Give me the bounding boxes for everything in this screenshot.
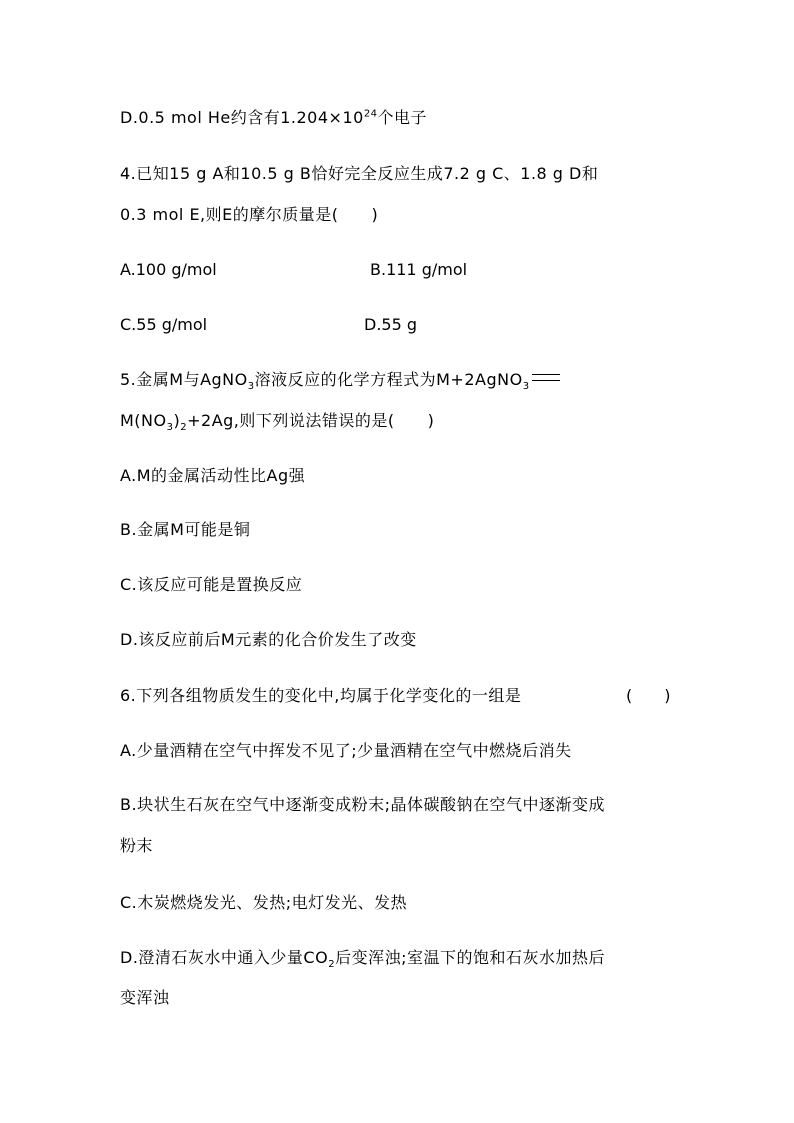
q3-option-d-prefix: D.0.5 mol He xyxy=(120,108,231,127)
q5-stem-line2 xyxy=(120,411,435,434)
q5-stem-text-d: ) xyxy=(173,411,181,430)
q5-subscript-3: 3 xyxy=(166,422,174,434)
q6-option-b-line1: B.块状生石灰在空气中逐渐变成粉末;晶体碳酸钠在空气中逐渐变成 xyxy=(120,795,605,814)
q4-stem-line2: 0.3 mol E,则E的摩尔质量是( ) xyxy=(120,205,379,224)
q4-option-d: D.55 g xyxy=(364,315,418,334)
q5-option-a: A.M的金属活动性比Ag强 xyxy=(120,466,306,485)
q5-subscript-4: 2 xyxy=(180,422,188,434)
q5-option-b: B.金属M可能是铜 xyxy=(120,520,251,539)
q5-stem-line1 xyxy=(120,370,560,393)
q5-option-d: D.该反应前后M元素的化合价发生了改变 xyxy=(120,630,417,649)
q6-option-d-text-a: D.澄清石灰水中通入少量CO xyxy=(120,948,329,967)
q5-subscript-1: 3 xyxy=(247,381,255,393)
q6-option-c: C.木炭燃烧发光、发热;电灯发光、发热 xyxy=(120,893,408,912)
q6-option-b-line2: 粉末 xyxy=(120,836,154,855)
q3-option-d-cjk: 约含有 xyxy=(230,108,281,127)
q3-option-d-suffix: 个电子 xyxy=(377,108,428,127)
q3-option-d-exponent: 24 xyxy=(363,108,378,120)
q6-option-d-subscript: 2 xyxy=(328,959,336,971)
equals-sign-double-bar xyxy=(532,374,560,381)
q4-option-b: B.111 g/mol xyxy=(370,260,468,279)
q6-option-d-line2: 变浑浊 xyxy=(120,988,170,1007)
q3-option-d-number: 1.204×10 xyxy=(280,108,364,127)
q6-answer-paren: ( ) xyxy=(626,686,671,705)
q5-stem-text-a: 5.金属M与AgNO xyxy=(120,370,248,389)
q6-option-d-line1 xyxy=(120,948,605,971)
q6-stem: 6.下列各组物质发生的变化中,均属于化学变化的一组是 xyxy=(120,686,522,705)
q5-stem-text-b: 溶液反应的化学方程式为M+2AgNO xyxy=(254,370,523,389)
q6-option-d-text-b: 后变浑浊;室温下的饱和石灰水加热后 xyxy=(335,948,605,967)
q4-option-a: A.100 g/mol xyxy=(120,260,217,279)
q4-option-c: C.55 g/mol xyxy=(120,315,208,334)
q5-stem-text-c: M(NO xyxy=(120,411,167,430)
q3-option-d xyxy=(120,108,427,128)
q6-option-a: A.少量酒精在空气中挥发不见了;少量酒精在空气中燃烧后消失 xyxy=(120,741,572,760)
q5-option-c: C.该反应可能是置换反应 xyxy=(120,575,303,594)
q5-stem-text-e: +2Ag,则下列说法错误的是( ) xyxy=(187,411,435,430)
q4-stem-line1: 4.已知15 g A和10.5 g B恰好完全反应生成7.2 g C、1.8 g D和 xyxy=(120,164,599,183)
q5-subscript-2: 3 xyxy=(522,381,530,393)
